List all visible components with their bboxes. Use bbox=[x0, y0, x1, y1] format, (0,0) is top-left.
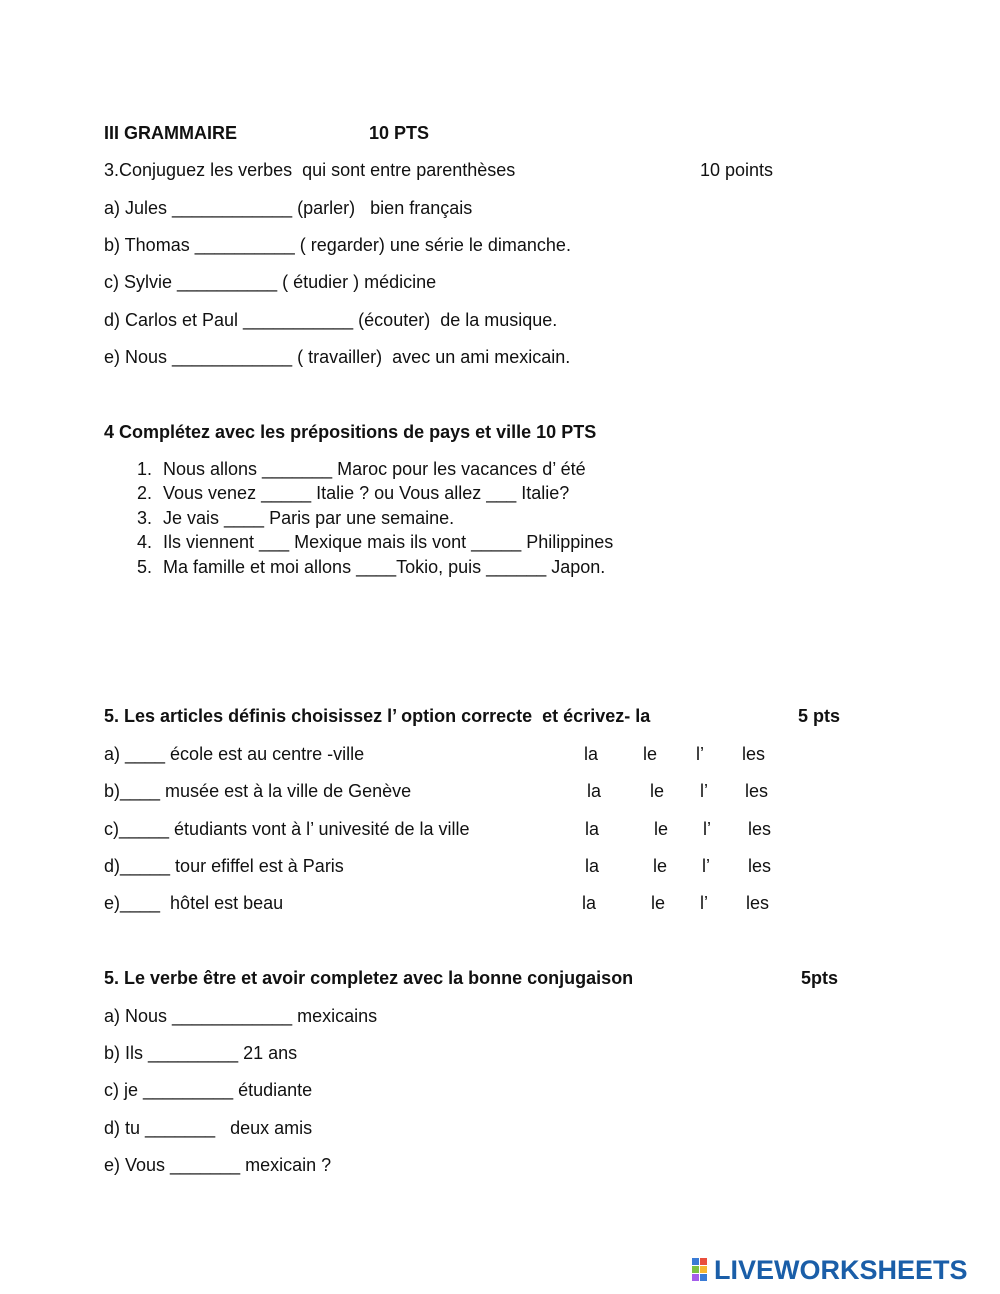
section5a-title: 5. Les articles définis choisissez l’ option correcte et écrivez- la bbox=[104, 706, 651, 726]
option-l[interactable]: l’ bbox=[700, 781, 708, 801]
section3-item-b[interactable]: b) Thomas __________ ( regarder) une série le dimanche. bbox=[104, 235, 571, 255]
option-le[interactable]: le bbox=[651, 893, 666, 913]
section5a-item-e[interactable]: e)____ hôtel est beau bbox=[104, 893, 284, 913]
section5b-points: 5pts bbox=[801, 968, 839, 988]
section3-item-d[interactable]: d) Carlos et Paul ___________ (écouter) de la musique. bbox=[104, 310, 558, 330]
section5b-item-e[interactable]: e) Vous _______ mexicain ? bbox=[104, 1155, 332, 1175]
section5a-points: 5 pts bbox=[798, 706, 841, 726]
option-l[interactable]: l’ bbox=[703, 819, 711, 839]
option-les[interactable]: les bbox=[748, 856, 772, 876]
option-l[interactable]: l’ bbox=[700, 893, 708, 913]
section4-item-number: 2. bbox=[136, 483, 152, 503]
option-les[interactable]: les bbox=[748, 819, 772, 839]
section5a-item-a[interactable]: a) ____ école est au centre -ville bbox=[104, 744, 365, 764]
section3-header-points: 10 PTS bbox=[369, 123, 430, 143]
section5b-title: 5. Le verbe être et avoir completez avec la bonne conjugaison bbox=[104, 968, 634, 988]
section5b-item-a[interactable]: a) Nous ____________ mexicains bbox=[104, 1006, 378, 1026]
section4-item-number: 3. bbox=[136, 508, 152, 528]
option-le[interactable]: le bbox=[654, 819, 669, 839]
section5b-item-b[interactable]: b) Ils _________ 21 ans bbox=[104, 1043, 298, 1063]
option-la[interactable]: la bbox=[585, 819, 600, 839]
section5a-item-b[interactable]: b)____ musée est à la ville de Genève bbox=[104, 781, 412, 801]
section5b-item-d[interactable]: d) tu _______ deux amis bbox=[104, 1118, 313, 1138]
option-la[interactable]: la bbox=[584, 744, 599, 764]
section3-instruction-points: 10 points bbox=[700, 160, 774, 180]
section4-item-number: 4. bbox=[136, 532, 152, 552]
section3-item-c[interactable]: c) Sylvie __________ ( étudier ) médicine bbox=[104, 272, 437, 292]
option-le[interactable]: le bbox=[650, 781, 665, 801]
option-la[interactable]: la bbox=[582, 893, 597, 913]
section5a-item-c[interactable]: c)_____ étudiants vont à l’ univesité de la ville bbox=[104, 819, 470, 839]
logo-text: LIVEWORKSHEETS bbox=[714, 1255, 968, 1285]
section4-item-3[interactable]: Je vais ____ Paris par une semaine. bbox=[163, 508, 455, 528]
section4-item-1[interactable]: Nous allons _______ Maroc pour les vacances d’ été bbox=[163, 459, 586, 479]
option-la[interactable]: la bbox=[585, 856, 600, 876]
section3-item-a[interactable]: a) Jules ____________ (parler) bien français bbox=[104, 198, 473, 218]
section4-item-2[interactable]: Vous venez _____ Italie ? ou Vous allez ___ Italie? bbox=[163, 483, 570, 503]
section5a-item-d[interactable]: d)_____ tour efiffel est à Paris bbox=[104, 856, 344, 876]
section4-item-number: 5. bbox=[136, 557, 152, 577]
option-l[interactable]: l’ bbox=[702, 856, 710, 876]
section4-item-4[interactable]: Ils viennent ___ Mexique mais ils vont _____ Philippines bbox=[163, 532, 614, 552]
liveworksheets-logo bbox=[692, 1255, 988, 1285]
option-les[interactable]: les bbox=[742, 744, 766, 764]
section4-title: 4 Complétez avec les prépositions de pays et ville 10 PTS bbox=[104, 422, 597, 442]
option-le[interactable]: le bbox=[643, 744, 658, 764]
section3-item-e[interactable]: e) Nous ____________ ( travailler) avec un ami mexicain. bbox=[104, 347, 571, 367]
option-les[interactable]: les bbox=[746, 893, 770, 913]
option-les[interactable]: les bbox=[745, 781, 769, 801]
cube-icon bbox=[692, 1258, 712, 1282]
option-le[interactable]: le bbox=[653, 856, 668, 876]
option-l[interactable]: l’ bbox=[696, 744, 704, 764]
section5b-item-c[interactable]: c) je _________ étudiante bbox=[104, 1080, 313, 1100]
section4-item-5[interactable]: Ma famille et moi allons ____Tokio, puis ______ Japon. bbox=[163, 557, 606, 577]
option-la[interactable]: la bbox=[587, 781, 602, 801]
section3-instruction: 3.Conjuguez les verbes qui sont entre parenthèses bbox=[104, 160, 516, 180]
section3-header: III GRAMMAIRE bbox=[104, 123, 237, 143]
section4-item-number: 1. bbox=[136, 459, 152, 479]
